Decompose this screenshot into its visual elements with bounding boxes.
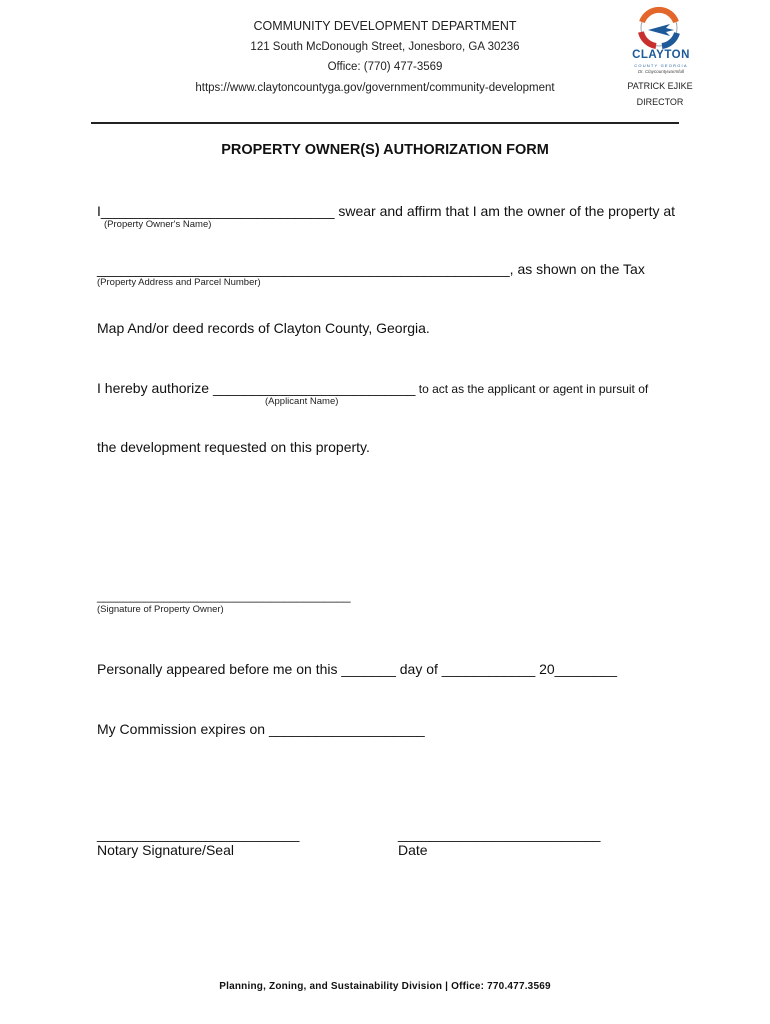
county-records-line: Map And/or deed records of Clayton County, Georgia.	[97, 320, 430, 336]
clayton-emblem-icon	[620, 6, 698, 50]
logo-subtitle: COUNTY GEORGIA	[634, 63, 688, 68]
development-line: the development requested on this property.	[97, 439, 370, 455]
owner-signature-line: ______________________________________	[97, 589, 351, 603]
department-address: 121 South McDonough Street, Jonesboro, GA 30236	[250, 41, 520, 53]
property-address-caption: (Property Address and Parcel Number)	[97, 277, 261, 288]
department-name: COMMUNITY DEVELOPMENT DEPARTMENT	[253, 19, 517, 33]
notary-signature-line: __________________________	[97, 826, 300, 842]
form-title: PROPERTY OWNER(S) AUTHORIZATION FORM	[221, 142, 549, 158]
department-url[interactable]: https://www.claytoncountyga.gov/government/community-development	[195, 82, 555, 94]
commission-expires-line: My Commission expires on ____________________	[97, 721, 425, 737]
logo-wordmark: CLAYTON	[632, 49, 690, 61]
director-title: DIRECTOR	[636, 97, 684, 107]
personally-appeared-line: Personally appeared before me on this _______ day of ____________ 20________	[97, 661, 617, 677]
property-address-line: _____________________________________________________, as shown on the Tax	[97, 261, 645, 277]
owner-statement-line: I______________________________ swear and affirm that I am the owner of the property at	[97, 203, 676, 219]
clayton-county-logo	[620, 6, 698, 78]
date-label: Date	[398, 842, 428, 858]
authorize-main-text: I hereby authorize __________________________	[97, 380, 416, 396]
owner-signature-caption: (Signature of Property Owner)	[97, 604, 224, 615]
department-phone: Office: (770) 477-3569	[327, 61, 443, 73]
notary-signature-label: Notary Signature/Seal	[97, 842, 234, 858]
applicant-name-caption: (Applicant Name)	[265, 396, 339, 407]
director-name: PATRICK EJIKE	[627, 81, 693, 91]
footer-division-info: Planning, Zoning, and Sustainability Division | Office: 770.477.3569	[219, 981, 551, 992]
authorize-tail-text: to act as the applicant or agent in pursuit of	[415, 382, 649, 396]
authorize-line	[97, 380, 648, 396]
date-line: __________________________	[398, 826, 601, 842]
logo-tagline: Dr. Claycountywarmfull	[637, 69, 685, 74]
owner-name-caption: (Property Owner's Name)	[104, 219, 212, 230]
header-divider	[91, 122, 679, 124]
